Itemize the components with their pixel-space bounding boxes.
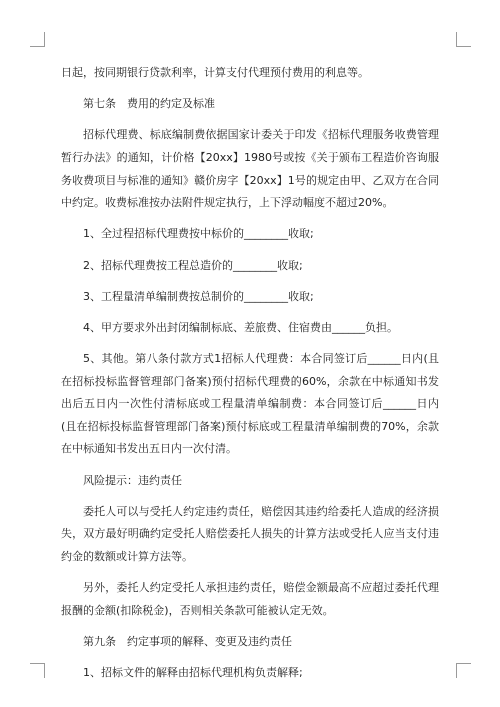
crop-mark-top-right: [456, 32, 471, 47]
crop-mark-bottom-left: [30, 663, 45, 678]
section-heading-article-7: 第七条 费用的约定及标准: [83, 97, 215, 111]
risk-tip-heading: 风险提示：违约责任: [83, 473, 182, 487]
section-heading-article-9: 第九条 约定事项的解释、变更及违约责任: [83, 635, 292, 648]
list-item-fee-1: 1、全过程招标代理费按中标价的________收取;: [83, 227, 314, 241]
list-item-fee-4: 4、甲方要求外出封闭编制标底、差旅费、住宿费由______负担。: [83, 320, 398, 334]
list-item-fee-5-payment: 5、其他。第八条付款方式1招标人代理费：本合同签订后______日内(且在招标投标监督管理部门备案)预付招标代理费的60%，余款在中标通知书发出后五日内一次性付清标底或工程量清单编制费：本合同签订后______日内(且在招标投标监督管理部门备案)预付标底或工程量清单编制费的70%，余款在中标通知书发出五日内一次付清。: [61, 352, 439, 456]
paragraph-fee-basis: 招标代理费、标底编制费依据国家计委关于印发《招标代理服务收费管理暂行办法》的通知，计价格【20xx】1980号或按《关于颁布工程造价咨询服务收费项目与标准的通知》赣价房字【20xx】1号的规定由甲、乙双方在合同中约定。收费标准按办法附件规定执行，上下浮动幅度不超过20%。: [61, 128, 439, 210]
paragraph-liability: 委托人可以与受托人约定违约责任，赔偿因其违约给委托人造成的经济损失，双方最好明确约定受托人赔偿委托人损失的计算方法或受托人应当支付违约金的数额或计算方法等。: [61, 504, 439, 564]
crop-mark-top-left: [30, 32, 45, 47]
paragraph-compensation-limit: 另外，委托人约定受托人承担违约责任，赔偿金额最高不应超过委托代理报酬的金额(扣除税金)，否则相关条款可能被认定无效。: [61, 581, 439, 617]
list-item-fee-3: 3、工程量清单编制费按总制价的________收取;: [83, 289, 314, 303]
document-body: [61, 62, 439, 685]
list-item-fee-2: 2、招标代理费按工程总造价的________收取;: [83, 258, 303, 272]
crop-mark-bottom-right: [456, 663, 471, 678]
paragraph-interest-continuation: 日起，按同期银行贷款利率，计算支付代理预付费用的利息等。: [61, 66, 369, 79]
list-item-interpretation-1: 1、招标文件的解释由招标代理机构负责解释;: [83, 666, 303, 680]
